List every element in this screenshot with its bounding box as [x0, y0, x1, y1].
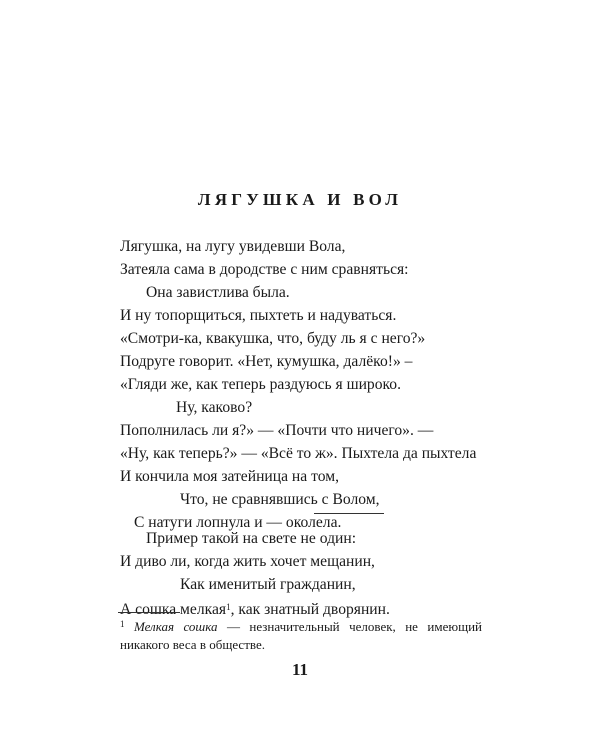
poem-line: И диво ли, когда жить хочет мещанин, [120, 553, 375, 570]
poem-line-text: , как знатный дворянин. [230, 601, 390, 618]
poem-stanza-1 [120, 235, 476, 534]
poem-line: Ну, каково? [176, 399, 253, 416]
poem-line: И ну топорщиться, пыхтеть и надуваться. [120, 307, 397, 324]
poem-line: «Смотри-ка, квакушка, что, буду ль я с него?» [120, 330, 426, 347]
page-number: 11 [291, 660, 309, 679]
poem-line: Лягушка, на лугу увидевши Вола, [120, 238, 346, 255]
poem-line: «Гляди же, как теперь раздуюсь я широко. [120, 376, 402, 393]
section-divider [314, 513, 384, 514]
footnote-rule [118, 612, 180, 613]
poem-line: Пополнилась ли я?» — «Почти что ничего». — [120, 422, 434, 439]
poem-line: Как именитый гражданин, [180, 576, 356, 593]
footnote [120, 615, 482, 654]
footnote-number: 1 [120, 619, 125, 629]
poem-line-text: А сошка мелкая [120, 601, 227, 618]
footnote-term: Мелкая сошка [133, 619, 218, 634]
poem-line: Затеяла сама в дородстве с ним сравняться: [120, 261, 409, 278]
poem-title: ЛЯГУШКА И ВОЛ [197, 190, 403, 209]
poem-stanza-2 [120, 527, 390, 619]
poem-line: Она завистлива была. [146, 284, 290, 301]
poem-line: Подруге говорит. «Нет, кумушка, далёко!» – [120, 353, 413, 370]
poem-line: Пример такой на свете не один: [146, 530, 357, 547]
poem-line: С натуги лопнула и — околела. [134, 514, 342, 531]
poem-line: «Ну, как теперь?» — «Всё то ж». Пыхтела да пыхтела [120, 445, 477, 462]
footnote-text: — незначительный человек, не имеющий никакого веса в обществе. [120, 619, 482, 652]
poem-line: И кончила моя затейница на том, [120, 468, 339, 485]
footnote-marker[interactable]: 1 [226, 602, 231, 612]
poem-line: Что, не сравнявшись с Волом, [180, 491, 380, 508]
